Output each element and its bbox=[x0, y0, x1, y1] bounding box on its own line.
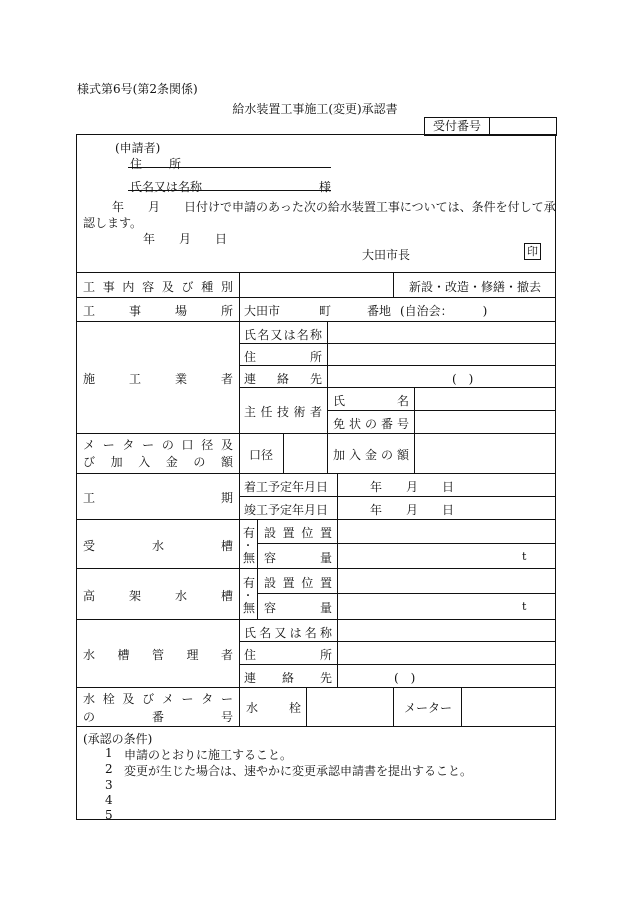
work-period-label: 工期 bbox=[83, 491, 233, 505]
planned-start-label: 着工予定年月日 bbox=[244, 480, 329, 494]
divider bbox=[76, 687, 556, 688]
column-divider bbox=[337, 519, 338, 619]
divider bbox=[239, 387, 556, 388]
document-title: 給水装置工事施工(変更)承認書 bbox=[232, 102, 398, 116]
tank-no: 無 bbox=[243, 551, 256, 565]
divider bbox=[327, 410, 556, 411]
divider bbox=[76, 297, 556, 298]
planned-start-date: 年 月 日 bbox=[370, 480, 455, 494]
tank-yes: 有 bbox=[243, 526, 256, 540]
honorific: 様 bbox=[319, 180, 332, 194]
issuer-name: 大田市長 bbox=[362, 248, 411, 262]
column-divider bbox=[239, 272, 240, 726]
column-divider bbox=[337, 473, 338, 519]
work-type-options: 新設・改造・修繕・撤去 bbox=[409, 280, 542, 294]
column-divider bbox=[327, 433, 328, 473]
column-divider bbox=[393, 687, 394, 726]
column-divider bbox=[461, 687, 462, 726]
license-number-label: 免状の番号 bbox=[333, 417, 409, 431]
site-label: 工事場所 bbox=[83, 304, 233, 318]
condition-text: 申請のとおりに施工すること。 bbox=[124, 748, 293, 762]
divider bbox=[239, 641, 556, 642]
receiving-install-position-label: 設置位置 bbox=[264, 526, 332, 540]
work-type-label: 工事内容及び種別 bbox=[83, 280, 233, 294]
column-divider bbox=[283, 433, 284, 473]
contractor-phone-paren: ( ) bbox=[452, 372, 474, 386]
receiving-tank-label: 受水槽 bbox=[83, 539, 233, 553]
site-city: 大田市 bbox=[244, 304, 281, 318]
site-town: 町 bbox=[319, 304, 332, 318]
form-number: 様式第6号(第2条関係) bbox=[77, 82, 198, 96]
approval-date: 年 月 日 bbox=[143, 232, 228, 246]
chief-engineer-name-label: 氏名 bbox=[333, 394, 409, 408]
faucet-meter-label-line2: の番号 bbox=[83, 710, 233, 724]
manager-contact-label: 連絡先 bbox=[244, 671, 332, 685]
column-divider bbox=[327, 321, 328, 433]
applicant-heading: (申請者) bbox=[115, 141, 161, 155]
divider bbox=[257, 593, 556, 594]
bore-label: 口径 bbox=[249, 448, 274, 462]
manager-name-label: 氏名又は名称 bbox=[244, 626, 332, 640]
divider bbox=[76, 619, 556, 620]
divider bbox=[239, 365, 556, 366]
contractor-contact-label: 連絡先 bbox=[244, 372, 322, 386]
contractor-name-label: 氏名又は名称 bbox=[244, 328, 322, 342]
site-association: (自治会： ) bbox=[400, 304, 488, 318]
divider bbox=[76, 726, 556, 727]
divider bbox=[239, 343, 556, 344]
column-divider bbox=[414, 387, 415, 433]
meter-label: メーター bbox=[404, 701, 453, 715]
column-divider bbox=[306, 687, 307, 726]
divider bbox=[76, 433, 556, 434]
approval-text-line2: 認します。 bbox=[83, 216, 143, 230]
divider bbox=[239, 496, 556, 497]
condition-number: 5 bbox=[105, 808, 113, 822]
elevated-install-position-label: 設置位置 bbox=[264, 576, 332, 590]
divider bbox=[76, 272, 556, 273]
divider bbox=[239, 664, 556, 665]
column-divider bbox=[257, 519, 258, 619]
receiving-capacity-unit: t bbox=[522, 550, 527, 563]
planned-end-date: 年 月 日 bbox=[370, 503, 455, 517]
condition-number: 3 bbox=[105, 778, 113, 792]
address-underline bbox=[128, 167, 331, 168]
approval-text-line1: 年 月 日付けで申請のあった次の給水装置工事については、条件を付して承 bbox=[112, 200, 556, 214]
tank-yes: 有 bbox=[243, 576, 256, 590]
contractor-address-label: 住所 bbox=[244, 350, 322, 364]
site-number: 番地 bbox=[367, 304, 392, 318]
divider bbox=[76, 519, 556, 520]
condition-text: 変更が生じた場合は、速やかに変更承認申請書を提出すること。 bbox=[124, 764, 473, 778]
condition-number: 4 bbox=[105, 793, 113, 807]
elevated-capacity-label: 容量 bbox=[264, 601, 332, 615]
meter-bore-label-line2: び加入金の額 bbox=[83, 455, 233, 469]
manager-phone-paren: ( ) bbox=[394, 671, 416, 685]
name-underline bbox=[128, 190, 331, 191]
divider bbox=[76, 321, 556, 322]
seal-mark: 印 bbox=[524, 243, 541, 260]
receiving-capacity-label: 容量 bbox=[264, 551, 332, 565]
planned-end-label: 竣工予定年月日 bbox=[244, 503, 329, 517]
column-divider bbox=[393, 272, 394, 297]
conditions-heading: (承認の条件) bbox=[83, 732, 153, 746]
tank-no: 無 bbox=[243, 601, 256, 615]
elevated-capacity-unit: t bbox=[522, 600, 527, 613]
faucet-meter-label-line1: 水栓及びメーター bbox=[83, 692, 233, 706]
tank-dot: ・ bbox=[243, 541, 253, 552]
divider bbox=[76, 473, 556, 474]
manager-address-label: 住所 bbox=[244, 648, 332, 662]
tank-dot: ・ bbox=[243, 591, 253, 602]
chief-engineer-label: 主任技術者 bbox=[244, 405, 322, 419]
applicant-address-label: 住 所 bbox=[130, 157, 183, 171]
fee-label: 加入金の額 bbox=[333, 448, 409, 462]
meter-bore-label-line1: メーターの口径及 bbox=[83, 438, 233, 452]
condition-number: 2 bbox=[105, 762, 113, 776]
elevated-tank-label: 高架水槽 bbox=[83, 589, 233, 603]
condition-number: 1 bbox=[105, 746, 113, 760]
divider bbox=[76, 568, 556, 569]
column-divider bbox=[414, 433, 415, 473]
receipt-number-label: 受付番号 bbox=[425, 118, 490, 135]
tank-manager-label: 水槽管理者 bbox=[83, 648, 233, 662]
faucet-label: 水栓 bbox=[246, 701, 301, 715]
applicant-name-label: 氏名又は名称 bbox=[130, 180, 203, 194]
contractor-label: 施工業者 bbox=[83, 372, 233, 386]
column-divider bbox=[337, 619, 338, 687]
divider bbox=[257, 543, 556, 544]
